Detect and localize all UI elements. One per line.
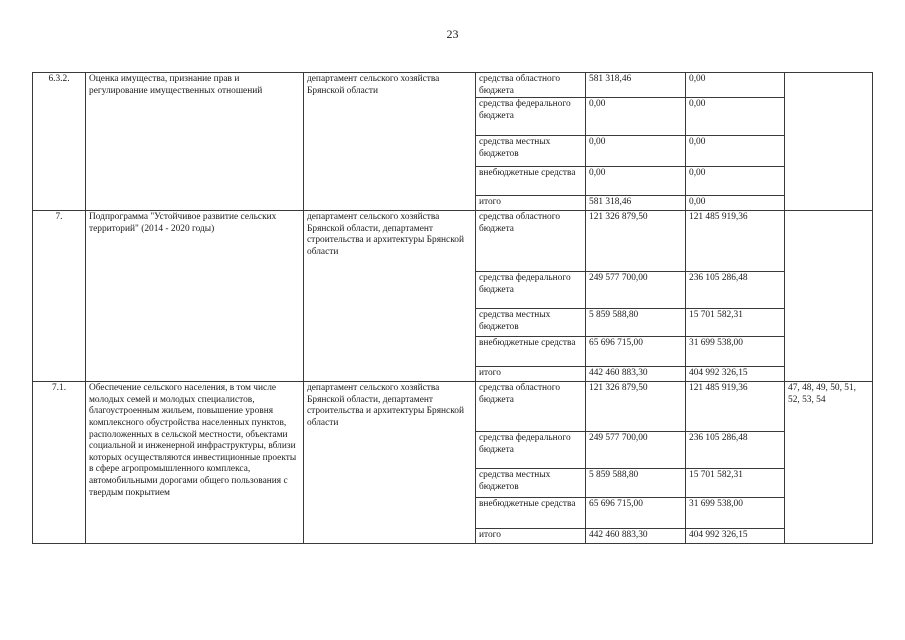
value-cell: 236 105 286,48 bbox=[686, 432, 785, 469]
indicator-numbers bbox=[785, 211, 873, 382]
value-cell: 15 701 582,31 bbox=[686, 469, 785, 498]
item-name: Подпрограмма "Устойчивое развитие сельских территорий" (2014 - 2020 годы) bbox=[86, 211, 304, 382]
source-label: средства областного бюджета bbox=[476, 382, 586, 432]
value-cell: 404 992 326,15 bbox=[686, 367, 785, 382]
value-cell: 0,00 bbox=[686, 98, 785, 136]
value-cell: 0,00 bbox=[586, 98, 686, 136]
source-label: внебюджетные средства bbox=[476, 498, 586, 529]
source-label: средства федерального бюджета bbox=[476, 272, 586, 309]
value-cell: 0,00 bbox=[686, 167, 785, 196]
value-cell: 5 859 588,80 bbox=[586, 469, 686, 498]
value-cell: 236 105 286,48 bbox=[686, 272, 785, 309]
value-cell: 65 696 715,00 bbox=[586, 337, 686, 367]
item-name: Обеспечение сельского населения, в том числе молодых семей и молодых специалистов, благоустроенным жильем, повышение уровня комплексного обустройства населенных пунктов, расположенных в сельской местности, объектами социальной и инженерной инфраструктуры, вблизи которых осуществляются инвестиционные проекты в сфере агропромышленного комплекса, автомобильными дорогами общего пользования с твердым покрытием bbox=[86, 382, 304, 544]
source-label: средства федерального бюджета bbox=[476, 432, 586, 469]
value-cell: 0,00 bbox=[686, 196, 785, 211]
item-executor: департамент сельского хозяйства Брянской области, департамент строительства и архитектуры Брянской области bbox=[304, 382, 476, 544]
table-row bbox=[33, 211, 873, 272]
source-label: внебюджетные средства bbox=[476, 167, 586, 196]
source-label: внебюджетные средства bbox=[476, 337, 586, 367]
value-cell: 121 485 919,36 bbox=[686, 382, 785, 432]
value-cell: 121 485 919,36 bbox=[686, 211, 785, 272]
value-cell: 581 318,46 bbox=[586, 196, 686, 211]
value-cell: 0,00 bbox=[686, 136, 785, 167]
source-label: средства федерального бюджета bbox=[476, 98, 586, 136]
source-label: средства местных бюджетов bbox=[476, 136, 586, 167]
item-number: 6.3.2. bbox=[33, 73, 86, 211]
item-name: Оценка имущества, признание прав и регулирование имущественных отношений bbox=[86, 73, 304, 211]
value-cell: 581 318,46 bbox=[586, 73, 686, 98]
item-executor: департамент сельского хозяйства Брянской области bbox=[304, 73, 476, 211]
source-label: итого bbox=[476, 196, 586, 211]
source-label: средства местных бюджетов bbox=[476, 469, 586, 498]
indicator-numbers bbox=[785, 73, 873, 211]
value-cell: 0,00 bbox=[586, 136, 686, 167]
value-cell: 0,00 bbox=[686, 73, 785, 98]
value-cell: 442 460 883,30 bbox=[586, 367, 686, 382]
value-cell: 5 859 588,80 bbox=[586, 309, 686, 337]
source-label: итого bbox=[476, 367, 586, 382]
budget-table bbox=[32, 72, 873, 544]
source-label: итого bbox=[476, 529, 586, 544]
value-cell: 121 326 879,50 bbox=[586, 211, 686, 272]
value-cell: 442 460 883,30 bbox=[586, 529, 686, 544]
table-row bbox=[33, 382, 873, 432]
item-executor: департамент сельского хозяйства Брянской области, департамент строительства и архитектуры Брянской области bbox=[304, 211, 476, 382]
value-cell: 121 326 879,50 bbox=[586, 382, 686, 432]
indicator-numbers: 47, 48, 49, 50, 51, 52, 53, 54 bbox=[785, 382, 873, 544]
value-cell: 0,00 bbox=[586, 167, 686, 196]
source-label: средства областного бюджета bbox=[476, 73, 586, 98]
value-cell: 31 699 538,00 bbox=[686, 337, 785, 367]
value-cell: 249 577 700,00 bbox=[586, 272, 686, 309]
value-cell: 249 577 700,00 bbox=[586, 432, 686, 469]
source-label: средства местных бюджетов bbox=[476, 309, 586, 337]
value-cell: 65 696 715,00 bbox=[586, 498, 686, 529]
item-number: 7. bbox=[33, 211, 86, 382]
source-label: средства областного бюджета bbox=[476, 211, 586, 272]
table-row bbox=[33, 73, 873, 98]
value-cell: 404 992 326,15 bbox=[686, 529, 785, 544]
value-cell: 15 701 582,31 bbox=[686, 309, 785, 337]
item-number: 7.1. bbox=[33, 382, 86, 544]
value-cell: 31 699 538,00 bbox=[686, 498, 785, 529]
page-number: 23 bbox=[446, 27, 459, 41]
